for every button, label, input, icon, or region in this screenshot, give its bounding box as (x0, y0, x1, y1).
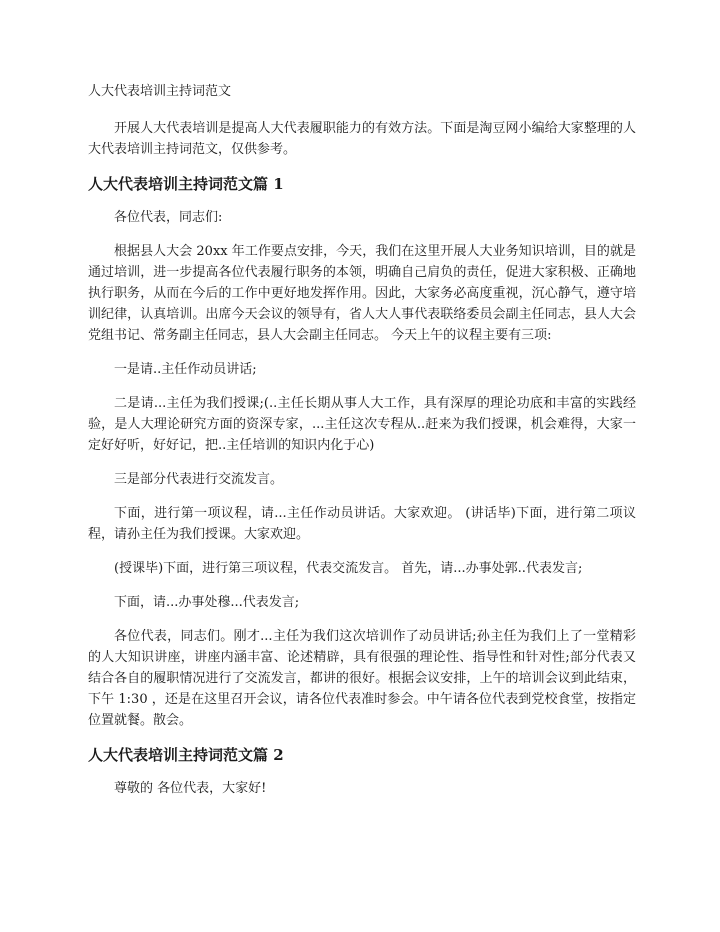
document-page (88, 82, 636, 812)
paragraph: 各位代表，同志们。刚才...主任为我们这次培训作了动员讲话;孙主任为我们上了一堂精彩的人大知识讲座，讲座内涵丰富、论述精辟，具有很强的理论性、指导性和针对性;部分代表又结合各自的履职情况进行了交流发言，都讲的很好。根据会议安排，上午的培训会议到此结束，下午 1:30 ，还是在这里召开会议，请各位代表准时参会。中午请各位代表到党校食堂，按指定位置就餐。散会。 (88, 629, 636, 728)
paragraph: (授课毕)下面，进行第三项议程，代表交流发言。 首先，请...办事处郭..代表发言; (114, 561, 583, 576)
document-title: 人大代表培训主持词范文 (88, 84, 232, 99)
paragraph: 下面，请...办事处穆...代表发言; (114, 595, 300, 610)
paragraph: 各位代表，同志们: (114, 210, 223, 225)
section-heading: 人大代表培训主持词范文篇 2 (88, 746, 284, 764)
paragraph: 二是请...主任为我们授课;(..主任长期从事人大工作，具有深厚的理论功底和丰富的实践经验，是人大理论研究方面的资深专家，...主任这次专程从..赶来为我们授课，机会难得，大家一定好好听，好好记，把..主任培训的知识内化于心) (88, 396, 636, 453)
section-1 (88, 173, 636, 731)
intro-paragraph: 开展人大代表培训是提高人大代表履职能力的有效方法。下面是淘豆网小编给大家整理的人大代表培训主持词范文，仅供参考。 (88, 121, 636, 157)
paragraph: 尊敬的 各位代表，大家好! (114, 781, 267, 796)
section-2 (88, 744, 636, 799)
paragraph: 三是部分代表进行交流发言。 (114, 472, 284, 487)
section-heading: 人大代表培训主持词范文篇 1 (88, 175, 284, 193)
paragraph: 下面，进行第一项议程，请...主任作动员讲话。大家欢迎。 (讲话毕)下面，进行第二项议程，请孙主任为我们授课。大家欢迎。 (88, 506, 636, 542)
paragraph: 一是请..主任作动员讲话; (114, 362, 257, 377)
paragraph: 根据县人大会 20xx 年工作要点安排，今天，我们在这里开展人大业务知识培训，目的就是通过培训，进一步提高各位代表履行职务的本领，明确自己肩负的责任，促进大家积极、正确地执行职务，从而在今后的工作中更好地发挥作用。因此，大家务必高度重视，沉心静气，遵守培训纪律，认真培训。出席今天会议的领导有，省人大人事代表联络委员会副主任同志，县人大会党组书记、常务副主任同志，县人大会副主任同志。 今天上午的议程主要有三项: (88, 244, 636, 343)
